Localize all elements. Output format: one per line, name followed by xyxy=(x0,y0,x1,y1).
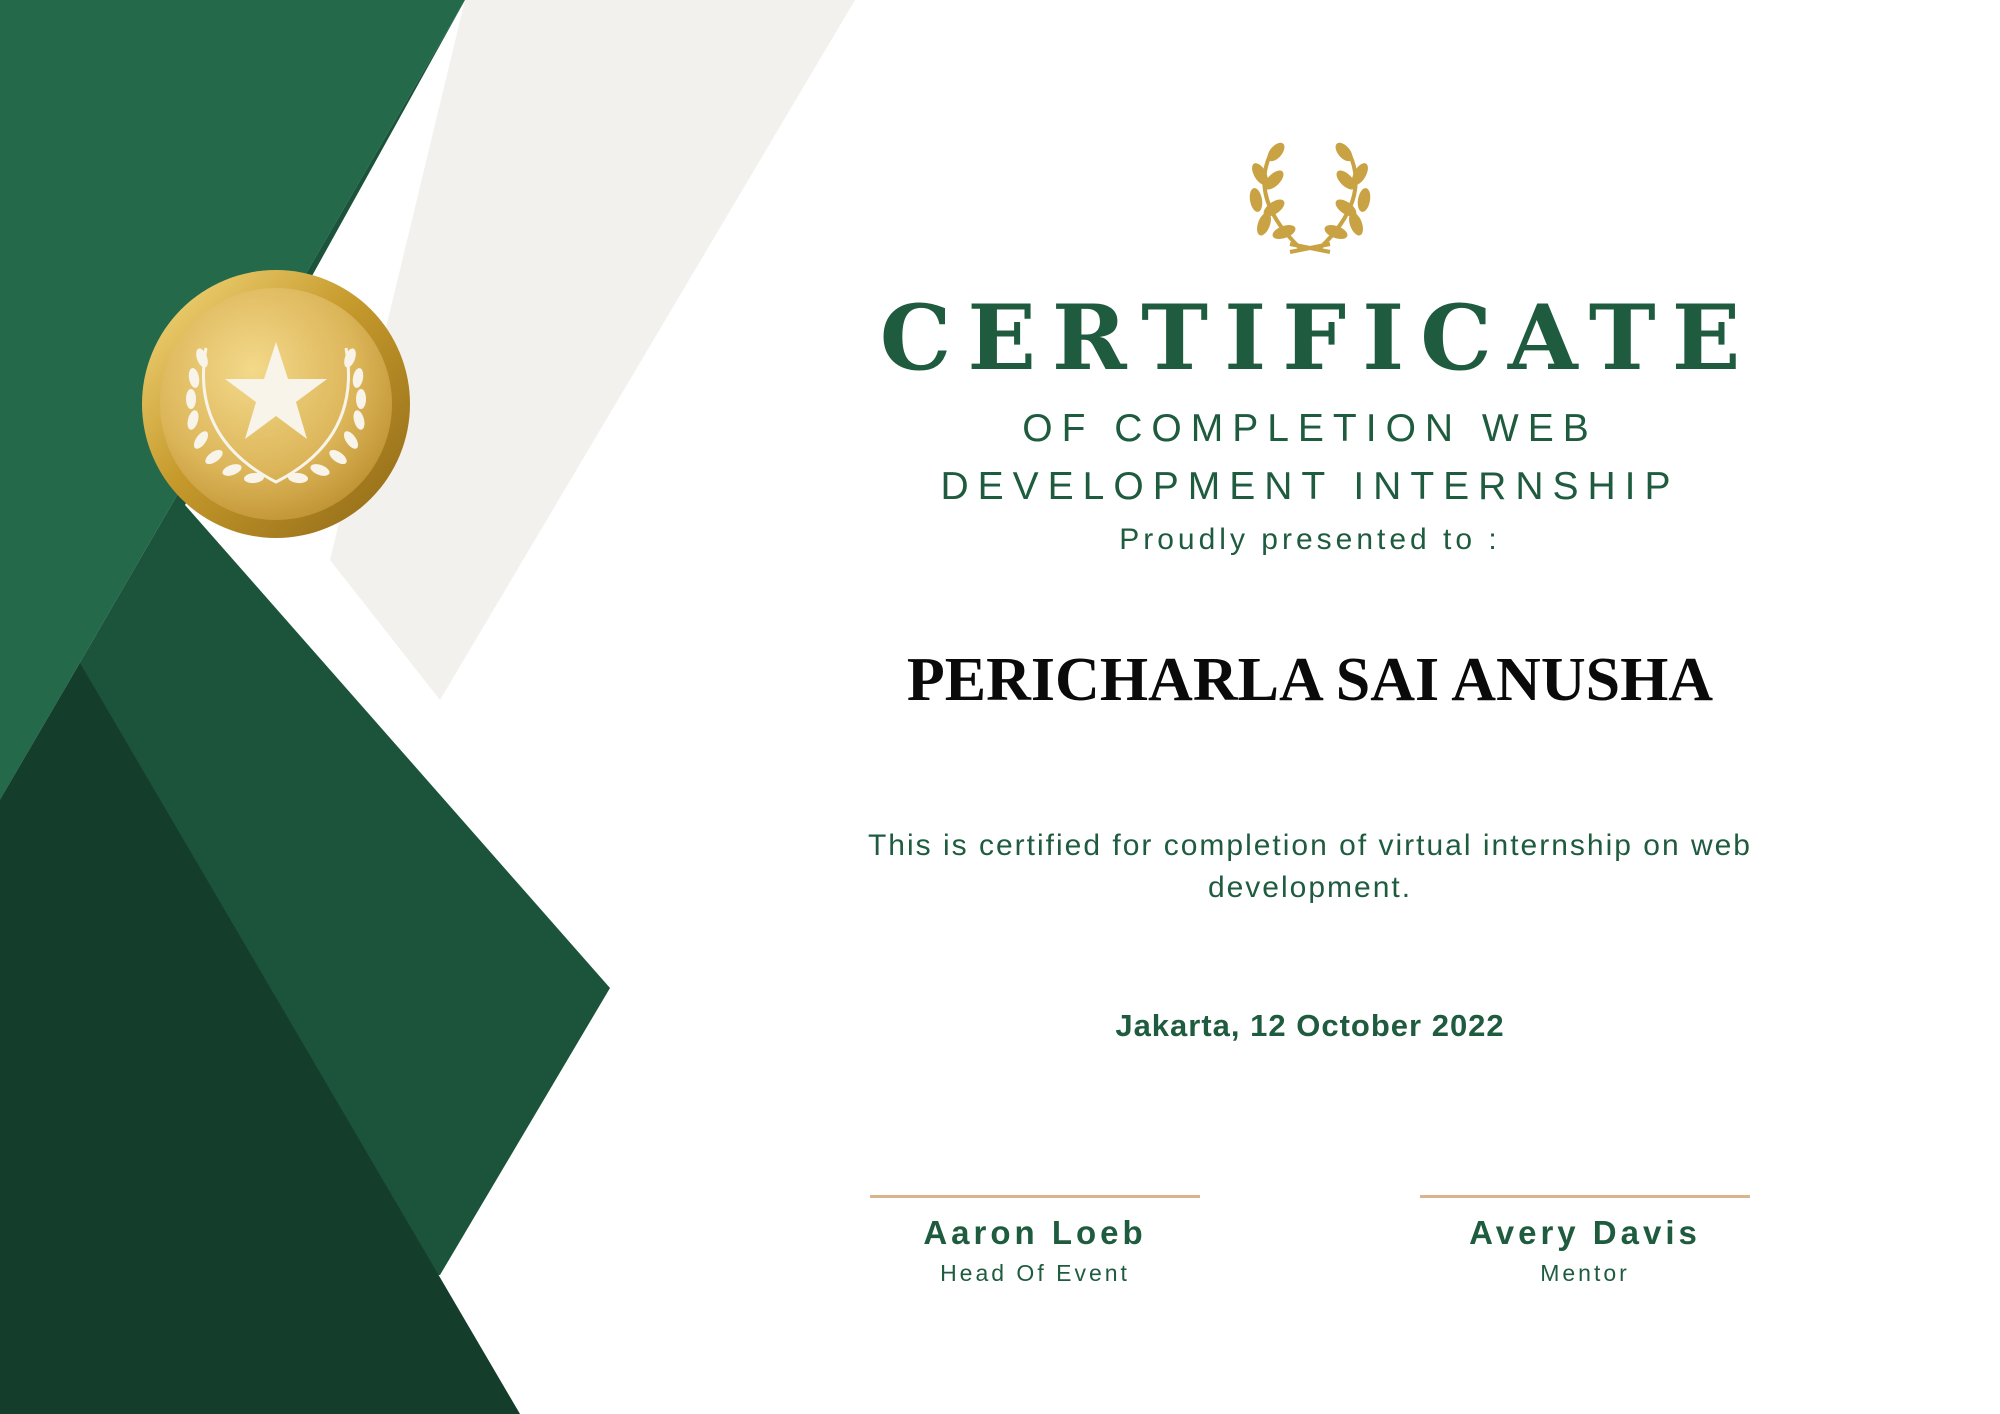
signature-line xyxy=(1420,1195,1750,1198)
recipient-name: PERICHARLA SAI ANUSHA xyxy=(906,646,1714,714)
certificate-subtitle-line1: OF COMPLETION WEB xyxy=(1022,407,1598,450)
gold-star-medal-icon xyxy=(140,268,412,540)
certificate-title: CERTIFICATE xyxy=(879,285,1757,391)
signature-line xyxy=(870,1195,1200,1198)
laurel-wreath-icon xyxy=(1240,140,1380,260)
place-and-date: Jakarta, 12 October 2022 xyxy=(1115,1008,1505,1043)
signature-block-right xyxy=(1420,1195,1750,1287)
signatory-name: Aaron Loeb xyxy=(923,1214,1147,1251)
certificate-subtitle-line2: DEVELOPMENT INTERNSHIP xyxy=(940,465,1680,508)
signatory-name: Avery Davis xyxy=(1469,1214,1701,1251)
certificate-description: This is certified for completion of virtual internship on web development. xyxy=(867,829,1752,904)
presented-to-label: Proudly presented to : xyxy=(1119,523,1501,556)
signatory-role: Mentor xyxy=(1540,1260,1630,1286)
certificate-content xyxy=(760,0,1860,1414)
signature-block-left xyxy=(870,1195,1200,1287)
signatory-role: Head Of Event xyxy=(940,1260,1130,1286)
